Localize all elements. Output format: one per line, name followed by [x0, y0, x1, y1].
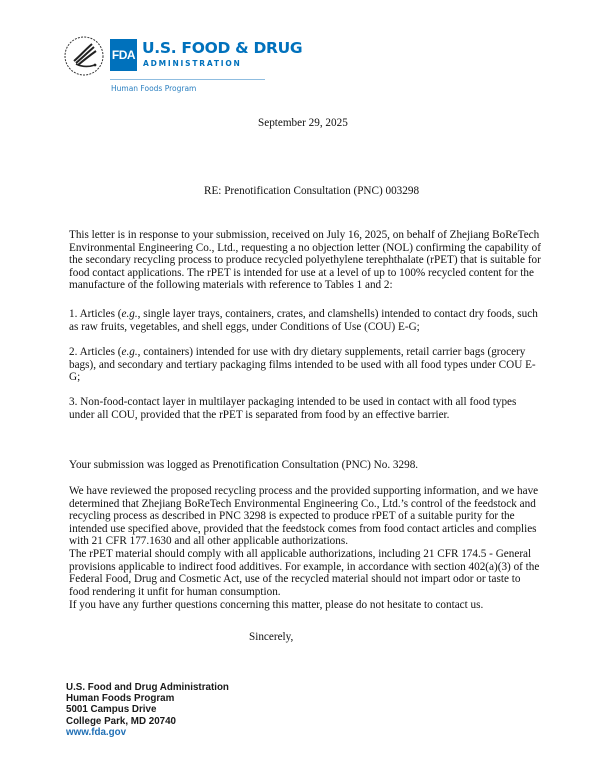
- hhs-seal-icon: [62, 34, 106, 78]
- list-item-1-lead: 1. Articles (: [69, 308, 122, 320]
- re-line: RE: Prenotification Consultation (PNC) 003298: [204, 185, 420, 197]
- footer-address: [66, 682, 229, 738]
- list-item-2-eg: e.g.: [121, 346, 138, 358]
- letter-date: September 29, 2025: [258, 117, 348, 129]
- program-name: Human Foods Program: [111, 84, 197, 93]
- footer-website-link[interactable]: www.fda.gov: [66, 726, 127, 738]
- compliance-paragraph: The rPET material should comply with all applicable authorizations, including 21 CFR 174.5 - General provisions applicable to indirect food additives. For example, in accordance with section 402(a)(3) of the Federal Food, Drug and Cosmetic Act, use of the recycled material should not impart odor or taste to food rendering it unfit for human consumption.: [69, 548, 540, 598]
- closing: Sincerely,: [249, 631, 294, 643]
- logged-paragraph: Your submission was logged as Prenotification Consultation (PNC) No. 3298.: [69, 459, 419, 471]
- header-divider: [110, 79, 265, 80]
- footer-city: College Park, MD 20740: [66, 715, 176, 727]
- list-item-2-lead: 2. Articles (: [69, 346, 122, 358]
- list-item-1-eg: e.g.: [121, 308, 138, 320]
- agency-name: U.S. FOOD & DRUG: [142, 39, 303, 57]
- footer-street: 5001 Campus Drive: [66, 704, 157, 716]
- questions-paragraph: If you have any further questions concerning this matter, please do not hesitate to contact us.: [69, 599, 484, 611]
- agency-subtitle: ADMINISTRATION: [143, 59, 242, 68]
- footer-program: Human Foods Program: [66, 693, 175, 705]
- fda-logo-mark: FDA: [110, 39, 137, 71]
- list-item-1: [69, 308, 541, 333]
- list-item-2: [69, 346, 541, 384]
- list-item-1-text: , single layer trays, containers, crates, and clamshells) intended to contact dry foods, such as raw fruits, vegetables, and shell eggs, under Conditions of Use (COU) E-G;: [69, 308, 538, 333]
- list-item-2-text: , containers) intended for use with dry dietary supplements, retail carrier bags (grocery bags), and secondary and tertiary packaging films intended to be used with all food types under COU E-G;: [69, 346, 536, 384]
- review-paragraph: We have reviewed the proposed recycling process and the provided supporting information, and we have determined that Zhejiang BoReTech Environmental Engineering Co., Ltd.’s control of the feedstock and recycling process as described in PNC 3298 is expected to produce rPET of a suitable purity for the intended use specified above, provided that the feedstock comes from food contact articles and complies with 21 CFR 177.1630 and all other applicable authorizations.: [69, 485, 539, 548]
- list-item-3: 3. Non-food-contact layer in multilayer packaging intended to be used in contact with all food types under all COU, provided that the rPET is separated from food by an effective barrier.: [69, 396, 517, 421]
- intro-paragraph: This letter is in response to your submission, received on July 16, 2025, on behalf of Zhejiang BoReTech Environmental Engineering Co., Ltd., requesting a no objection letter (NOL) confirming the capability of the secondary recycling process to produce recycled polyethylene terephthalate (rPET) that is suitable for food contact applications. The rPET is intended for use at a level of up to 100% recycled content for the manufacture of the following materials with reference to Tables 1 and 2:: [69, 229, 541, 292]
- footer-agency: U.S. Food and Drug Administration: [66, 682, 229, 693]
